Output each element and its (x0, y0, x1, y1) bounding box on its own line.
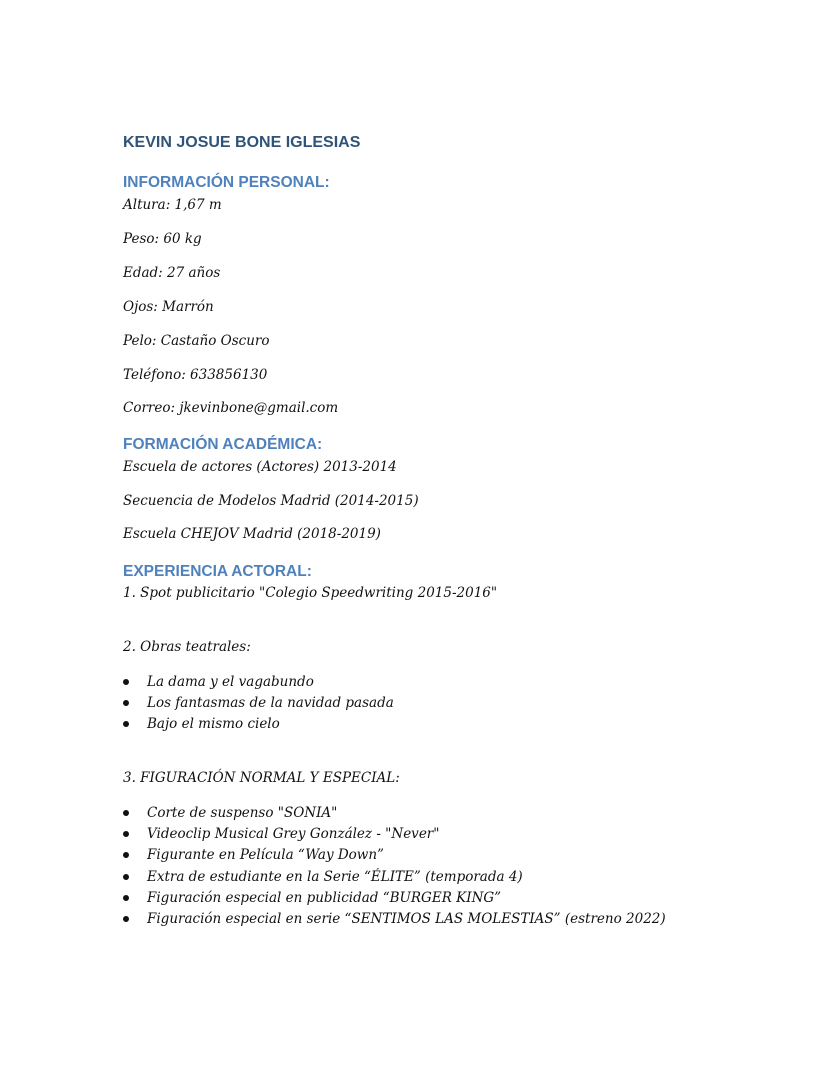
education-item: Secuencia de Modelos Madrid (2014-2015) (123, 493, 419, 509)
personal-age: Edad: 27 años (123, 265, 221, 281)
list-item-text: Videoclip Musical Grey González - "Never" (147, 826, 440, 843)
experience-spot: 1. Spot publicitario "Colegio Speedwriting 2015-2016" (123, 585, 498, 601)
personal-email: Correo: jkevinbone@gmail.com (123, 400, 339, 416)
bullet-icon (123, 679, 129, 685)
education-heading: FORMACIÓN ACADÉMICA: (123, 436, 323, 453)
personal-weight: Peso: 60 kg (123, 231, 202, 247)
list-item-text: Extra de estudiante en la Serie “ÉLITE” (temporada 4) (147, 868, 523, 885)
extras-title: 3. FIGURACIÓN NORMAL Y ESPECIAL: (123, 770, 400, 786)
bullet-icon (123, 831, 129, 837)
candidate-name: KEVIN JOSUE BONE IGLESIAS (123, 134, 361, 151)
theatre-title: 2. Obras teatrales: (123, 639, 251, 655)
personal-height: Altura: 1,67 m (123, 197, 222, 213)
list-item-text: Figuración especial en publicidad “BURGER KING” (147, 889, 502, 906)
list-item-text: Corte de suspenso "SONIA" (147, 805, 338, 821)
bullet-icon (123, 810, 129, 816)
education-item: Escuela CHEJOV Madrid (2018-2019) (123, 526, 381, 542)
personal-eyes: Ojos: Marrón (123, 299, 214, 315)
experience-heading: EXPERIENCIA ACTORAL: (123, 563, 312, 580)
list-item-text: Figurante en Película “Way Down” (147, 847, 384, 864)
education-item: Escuela de actores (Actores) 2013-2014 (123, 459, 397, 475)
list-item-text: Los fantasmas de la navidad pasada (147, 695, 394, 712)
bullet-icon (123, 916, 129, 922)
personal-info-heading: INFORMACIÓN PERSONAL: (123, 174, 330, 191)
bullet-icon (123, 895, 129, 901)
list-item-text: Bajo el mismo cielo (147, 716, 280, 733)
bullet-icon (123, 721, 129, 727)
bullet-icon (123, 700, 129, 706)
bullet-icon (123, 874, 129, 880)
personal-phone: Teléfono: 633856130 (123, 367, 268, 383)
list-item-text: Figuración especial en serie “SENTIMOS LAS MOLESTIAS” (estreno 2022) (147, 910, 666, 927)
list-item-text: La dama y el vagabundo (147, 674, 314, 690)
bullet-icon (123, 852, 129, 858)
personal-hair: Pelo: Castaño Oscuro (123, 333, 270, 349)
